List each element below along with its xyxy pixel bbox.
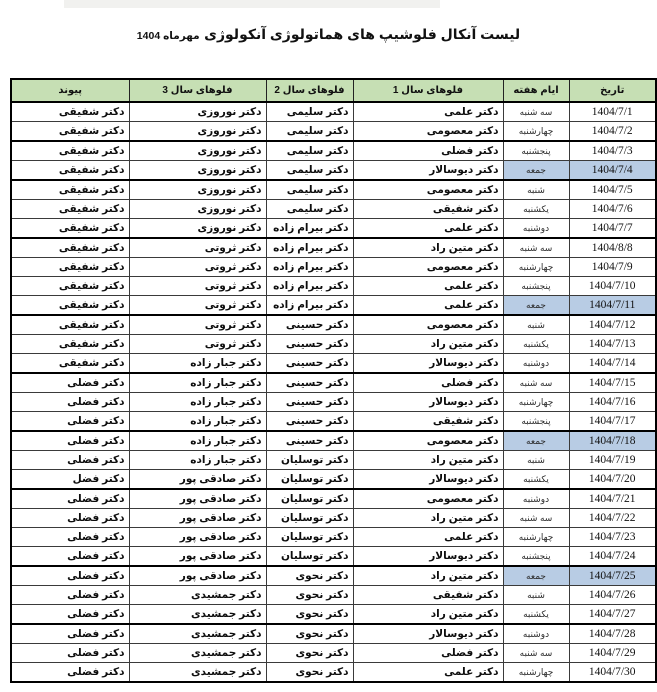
cell-year2-fellow: دکتر حسینی bbox=[266, 335, 353, 354]
cell-date: 1404/7/15 bbox=[569, 373, 656, 393]
cell-year2-fellow: دکتر بیرام زاده bbox=[266, 277, 353, 296]
cell-year2-fellow: دکتر توسلیان bbox=[266, 547, 353, 567]
cell-year2-fellow: دکتر توسلیان bbox=[266, 509, 353, 528]
cell-date: 1404/7/12 bbox=[569, 315, 656, 335]
cell-year2-fellow: دکتر توسلیان bbox=[266, 489, 353, 509]
cell-transplant-doctor: دکتر فضلی bbox=[11, 547, 129, 567]
cell-transplant-doctor: دکتر فضلی bbox=[11, 412, 129, 432]
cell-date: 1404/7/30 bbox=[569, 663, 656, 683]
table-row bbox=[11, 393, 656, 412]
cell-year3-fellow: دکتر ثروتی bbox=[129, 315, 266, 335]
cell-weekday: دوشنبه bbox=[503, 354, 569, 374]
cell-date: 1404/7/7 bbox=[569, 219, 656, 239]
table-row bbox=[11, 431, 656, 451]
cell-year1-fellow: دکتر علمی bbox=[353, 528, 503, 547]
cell-transplant-doctor: دکتر فضلی bbox=[11, 431, 129, 451]
cell-weekday: جمعه bbox=[503, 431, 569, 451]
cell-date: 1404/8/8 bbox=[569, 238, 656, 258]
header-date: تاریخ bbox=[569, 79, 656, 102]
table-row bbox=[11, 122, 656, 142]
cell-weekday: شنبه bbox=[503, 180, 569, 200]
cell-weekday: سه شنبه bbox=[503, 102, 569, 122]
cell-year3-fellow: دکتر جمشیدی bbox=[129, 605, 266, 625]
cell-transplant-doctor: دکتر فضلی bbox=[11, 644, 129, 663]
cell-year3-fellow: دکتر صادقی پور bbox=[129, 566, 266, 586]
cell-weekday: یکشنبه bbox=[503, 335, 569, 354]
cell-year1-fellow: دکتر دیوسالار bbox=[353, 624, 503, 644]
cell-year1-fellow: دکتر معصومی bbox=[353, 315, 503, 335]
cell-year1-fellow: دکتر دیوسالار bbox=[353, 161, 503, 181]
cell-year1-fellow: دکتر فضلی bbox=[353, 373, 503, 393]
cell-year2-fellow: دکتر بیرام زاده bbox=[266, 238, 353, 258]
cell-date: 1404/7/20 bbox=[569, 470, 656, 490]
cell-weekday: سه شنبه bbox=[503, 509, 569, 528]
cell-year2-fellow: دکتر حسینی bbox=[266, 431, 353, 451]
cell-year2-fellow: دکتر توسلیان bbox=[266, 470, 353, 490]
cell-year2-fellow: دکتر بیرام زاده bbox=[266, 219, 353, 239]
cell-date: 1404/7/21 bbox=[569, 489, 656, 509]
table-row bbox=[11, 180, 656, 200]
cell-year3-fellow: دکتر نوروزی bbox=[129, 102, 266, 122]
cell-year2-fellow: دکتر حسینی bbox=[266, 373, 353, 393]
cell-date: 1404/7/27 bbox=[569, 605, 656, 625]
cell-date: 1404/7/16 bbox=[569, 393, 656, 412]
table-row bbox=[11, 586, 656, 605]
table-row bbox=[11, 238, 656, 258]
cell-transplant-doctor: دکتر شفیقی bbox=[11, 315, 129, 335]
table-row bbox=[11, 451, 656, 470]
cell-year1-fellow: دکتر دیوسالار bbox=[353, 393, 503, 412]
cell-transplant-doctor: دکتر شفیقی bbox=[11, 258, 129, 277]
header-weekday: ایام هفته bbox=[503, 79, 569, 102]
table-row bbox=[11, 335, 656, 354]
cell-weekday: جمعه bbox=[503, 566, 569, 586]
cell-date: 1404/7/18 bbox=[569, 431, 656, 451]
cell-weekday: پنجشنبه bbox=[503, 412, 569, 432]
cell-date: 1404/7/1 bbox=[569, 102, 656, 122]
cell-date: 1404/7/6 bbox=[569, 200, 656, 219]
cell-weekday: چهارشنبه bbox=[503, 663, 569, 683]
cell-year1-fellow: دکتر علمی bbox=[353, 296, 503, 316]
cell-year2-fellow: دکتر بیرام زاده bbox=[266, 258, 353, 277]
cell-date: 1404/7/19 bbox=[569, 451, 656, 470]
cell-year3-fellow: دکتر جمشیدی bbox=[129, 663, 266, 683]
cell-year3-fellow: دکتر صادقی پور bbox=[129, 547, 266, 567]
cell-transplant-doctor: دکتر شفیقی bbox=[11, 161, 129, 181]
cell-transplant-doctor: دکتر شفیقی bbox=[11, 277, 129, 296]
cell-transplant-doctor: دکتر شفیقی bbox=[11, 335, 129, 354]
table-row bbox=[11, 412, 656, 432]
cell-date: 1404/7/22 bbox=[569, 509, 656, 528]
table-row bbox=[11, 296, 656, 316]
table-row bbox=[11, 605, 656, 625]
cell-date: 1404/7/11 bbox=[569, 296, 656, 316]
cell-year1-fellow: دکتر معصومی bbox=[353, 258, 503, 277]
cell-date: 1404/7/14 bbox=[569, 354, 656, 374]
cell-transplant-doctor: دکتر فضلی bbox=[11, 509, 129, 528]
cell-weekday: دوشنبه bbox=[503, 624, 569, 644]
cell-weekday: چهارشنبه bbox=[503, 122, 569, 142]
cell-transplant-doctor: دکتر فضلی bbox=[11, 566, 129, 586]
header-year3-fellows: فلوهای سال 3 bbox=[129, 79, 266, 102]
cell-year1-fellow: دکتر فضلی bbox=[353, 644, 503, 663]
cell-year1-fellow: دکتر دیوسالار bbox=[353, 547, 503, 567]
cell-transplant-doctor: دکتر شفیقی bbox=[11, 219, 129, 239]
cell-transplant-doctor: دکتر شفیقی bbox=[11, 296, 129, 316]
header-year1-fellows: فلوهای سال 1 bbox=[353, 79, 503, 102]
cell-year1-fellow: دکتر دیوسالار bbox=[353, 354, 503, 374]
cell-year2-fellow: دکتر نحوی bbox=[266, 566, 353, 586]
cell-year3-fellow: دکتر جبار زاده bbox=[129, 431, 266, 451]
cell-year3-fellow: دکتر جبار زاده bbox=[129, 412, 266, 432]
cell-transplant-doctor: دکتر شفیقی bbox=[11, 102, 129, 122]
cell-year1-fellow: دکتر شفیقی bbox=[353, 412, 503, 432]
cell-weekday: شنبه bbox=[503, 586, 569, 605]
cell-date: 1404/7/26 bbox=[569, 586, 656, 605]
table-row bbox=[11, 200, 656, 219]
cell-year2-fellow: دکتر نحوی bbox=[266, 644, 353, 663]
cell-date: 1404/7/17 bbox=[569, 412, 656, 432]
cell-year3-fellow: دکتر نوروزی bbox=[129, 219, 266, 239]
cell-year1-fellow: دکتر علمی bbox=[353, 102, 503, 122]
cell-year1-fellow: دکتر متین راد bbox=[353, 605, 503, 625]
table-row bbox=[11, 509, 656, 528]
cell-weekday: یکشنبه bbox=[503, 200, 569, 219]
cell-year3-fellow: دکتر نوروزی bbox=[129, 200, 266, 219]
cell-year2-fellow: دکتر نحوی bbox=[266, 586, 353, 605]
cell-year3-fellow: دکتر ثروتی bbox=[129, 238, 266, 258]
table-row bbox=[11, 277, 656, 296]
cell-year1-fellow: دکتر علمی bbox=[353, 219, 503, 239]
cell-year3-fellow: دکتر صادقی پور bbox=[129, 470, 266, 490]
cell-year3-fellow: دکتر جبار زاده bbox=[129, 393, 266, 412]
cell-date: 1404/7/2 bbox=[569, 122, 656, 142]
cell-year1-fellow: دکتر علمی bbox=[353, 277, 503, 296]
cell-year3-fellow: دکتر جبار زاده bbox=[129, 451, 266, 470]
table-row bbox=[11, 566, 656, 586]
cell-year3-fellow: دکتر جمشیدی bbox=[129, 644, 266, 663]
cell-date: 1404/7/23 bbox=[569, 528, 656, 547]
cell-weekday: دوشنبه bbox=[503, 489, 569, 509]
cell-year1-fellow: دکتر دیوسالار bbox=[353, 470, 503, 490]
cell-year2-fellow: دکتر سلیمی bbox=[266, 200, 353, 219]
table-row bbox=[11, 373, 656, 393]
cell-year1-fellow: دکتر معصومی bbox=[353, 489, 503, 509]
table-row bbox=[11, 528, 656, 547]
cell-year2-fellow: دکتر سلیمی bbox=[266, 161, 353, 181]
cell-transplant-doctor: دکتر فضلی bbox=[11, 663, 129, 683]
cell-year3-fellow: دکتر جمشیدی bbox=[129, 624, 266, 644]
table-row bbox=[11, 354, 656, 374]
cell-year2-fellow: دکتر توسلیان bbox=[266, 451, 353, 470]
table-row bbox=[11, 161, 656, 181]
cell-year2-fellow: دکتر نحوی bbox=[266, 663, 353, 683]
cell-year3-fellow: دکتر نوروزی bbox=[129, 141, 266, 161]
cell-year3-fellow: دکتر نوروزی bbox=[129, 161, 266, 181]
cell-date: 1404/7/10 bbox=[569, 277, 656, 296]
table-row bbox=[11, 644, 656, 663]
cell-year2-fellow: دکتر حسینی bbox=[266, 315, 353, 335]
cell-year1-fellow: دکتر متین راد bbox=[353, 238, 503, 258]
cell-date: 1404/7/3 bbox=[569, 141, 656, 161]
cell-weekday: چهارشنبه bbox=[503, 258, 569, 277]
cell-transplant-doctor: دکتر فضلی bbox=[11, 451, 129, 470]
cell-year1-fellow: دکتر متین راد bbox=[353, 566, 503, 586]
table-row bbox=[11, 489, 656, 509]
cell-year3-fellow: دکتر ثروتی bbox=[129, 258, 266, 277]
cell-year1-fellow: دکتر شفیقی bbox=[353, 200, 503, 219]
cell-year3-fellow: دکتر صادقی پور bbox=[129, 528, 266, 547]
cell-weekday: پنجشنبه bbox=[503, 547, 569, 567]
cell-transplant-doctor: دکتر شفیقی bbox=[11, 200, 129, 219]
cell-year3-fellow: دکتر ثروتی bbox=[129, 277, 266, 296]
cell-transplant-doctor: دکتر فضلی bbox=[11, 528, 129, 547]
cell-year1-fellow: دکتر فضلی bbox=[353, 141, 503, 161]
cell-transplant-doctor: دکتر فضلی bbox=[11, 586, 129, 605]
cell-date: 1404/7/13 bbox=[569, 335, 656, 354]
cell-year2-fellow: دکتر نحوی bbox=[266, 624, 353, 644]
cell-transplant-doctor: دکتر شفیقی bbox=[11, 238, 129, 258]
cell-year1-fellow: دکتر شفیقی bbox=[353, 586, 503, 605]
cell-year2-fellow: دکتر حسینی bbox=[266, 412, 353, 432]
cell-year3-fellow: دکتر ثروتی bbox=[129, 296, 266, 316]
cell-weekday: شنبه bbox=[503, 451, 569, 470]
page-title-main: لیست آنکال فلوشیپ های هماتولوژی آنکولوژی bbox=[204, 26, 521, 42]
table-row bbox=[11, 663, 656, 683]
cell-weekday: جمعه bbox=[503, 161, 569, 181]
cell-weekday: پنجشنبه bbox=[503, 141, 569, 161]
cell-transplant-doctor: دکتر فضلی bbox=[11, 624, 129, 644]
cell-weekday: چهارشنبه bbox=[503, 393, 569, 412]
cell-date: 1404/7/25 bbox=[569, 566, 656, 586]
cell-year3-fellow: دکتر صادقی پور bbox=[129, 509, 266, 528]
cell-transplant-doctor: دکتر فضل bbox=[11, 470, 129, 490]
cell-transplant-doctor: دکتر شفیقی bbox=[11, 122, 129, 142]
cell-year1-fellow: دکتر معصومی bbox=[353, 431, 503, 451]
cell-year2-fellow: دکتر سلیمی bbox=[266, 180, 353, 200]
table-header bbox=[11, 79, 656, 102]
cell-year2-fellow: دکتر حسینی bbox=[266, 393, 353, 412]
page-title-month: مهرماه 1404 bbox=[136, 30, 200, 42]
cell-year2-fellow: دکتر سلیمی bbox=[266, 141, 353, 161]
cell-year3-fellow: دکتر نوروزی bbox=[129, 122, 266, 142]
table-row bbox=[11, 219, 656, 239]
cell-year1-fellow: دکتر علمی bbox=[353, 663, 503, 683]
scan-artifact-strip bbox=[64, 0, 440, 8]
cell-year3-fellow: دکتر جبار زاده bbox=[129, 354, 266, 374]
table-row bbox=[11, 547, 656, 567]
cell-transplant-doctor: دکتر شفیقی bbox=[11, 180, 129, 200]
cell-date: 1404/7/9 bbox=[569, 258, 656, 277]
cell-weekday: یکشنبه bbox=[503, 470, 569, 490]
cell-year3-fellow: دکتر ثروتی bbox=[129, 335, 266, 354]
cell-year1-fellow: دکتر معصومی bbox=[353, 122, 503, 142]
header-year2-fellows: فلوهای سال 2 bbox=[266, 79, 353, 102]
cell-date: 1404/7/4 bbox=[569, 161, 656, 181]
cell-year2-fellow: دکتر سلیمی bbox=[266, 122, 353, 142]
cell-year1-fellow: دکتر متین راد bbox=[353, 509, 503, 528]
cell-year3-fellow: دکتر نوروزی bbox=[129, 180, 266, 200]
cell-weekday: چهارشنبه bbox=[503, 528, 569, 547]
cell-year3-fellow: دکتر جمشیدی bbox=[129, 586, 266, 605]
oncall-schedule-table bbox=[10, 78, 657, 683]
table-row bbox=[11, 624, 656, 644]
cell-year1-fellow: دکتر معصومی bbox=[353, 180, 503, 200]
cell-transplant-doctor: دکتر شفیقی bbox=[11, 354, 129, 374]
cell-weekday: جمعه bbox=[503, 296, 569, 316]
table-row bbox=[11, 315, 656, 335]
cell-transplant-doctor: دکتر فضلی bbox=[11, 373, 129, 393]
table-row bbox=[11, 470, 656, 490]
cell-year2-fellow: دکتر بیرام زاده bbox=[266, 296, 353, 316]
cell-date: 1404/7/28 bbox=[569, 624, 656, 644]
page-title bbox=[0, 26, 657, 44]
cell-year2-fellow: دکتر نحوی bbox=[266, 605, 353, 625]
cell-weekday: سه شنبه bbox=[503, 238, 569, 258]
table-row bbox=[11, 258, 656, 277]
cell-date: 1404/7/29 bbox=[569, 644, 656, 663]
cell-weekday: سه شنبه bbox=[503, 644, 569, 663]
cell-weekday: پنجشنبه bbox=[503, 277, 569, 296]
cell-year2-fellow: دکتر حسینی bbox=[266, 354, 353, 374]
cell-transplant-doctor: دکتر فضلی bbox=[11, 489, 129, 509]
cell-transplant-doctor: دکتر فضلی bbox=[11, 393, 129, 412]
cell-year1-fellow: دکتر متین راد bbox=[353, 335, 503, 354]
cell-transplant-doctor: دکتر شفیقی bbox=[11, 141, 129, 161]
cell-weekday: یکشنبه bbox=[503, 605, 569, 625]
cell-weekday: دوشنبه bbox=[503, 219, 569, 239]
schedule-body bbox=[11, 102, 656, 682]
header-transplant: پیوند bbox=[11, 79, 129, 102]
cell-year2-fellow: دکتر سلیمی bbox=[266, 102, 353, 122]
cell-transplant-doctor: دکتر فضلی bbox=[11, 605, 129, 625]
cell-weekday: سه شنبه bbox=[503, 373, 569, 393]
table-row bbox=[11, 102, 656, 122]
header-row bbox=[11, 79, 656, 102]
cell-date: 1404/7/5 bbox=[569, 180, 656, 200]
cell-year1-fellow: دکتر متین راد bbox=[353, 451, 503, 470]
table-row bbox=[11, 141, 656, 161]
cell-year2-fellow: دکتر توسلیان bbox=[266, 528, 353, 547]
cell-weekday: شنبه bbox=[503, 315, 569, 335]
cell-year3-fellow: دکتر جبار زاده bbox=[129, 373, 266, 393]
cell-date: 1404/7/24 bbox=[569, 547, 656, 567]
cell-year3-fellow: دکتر صادقی پور bbox=[129, 489, 266, 509]
